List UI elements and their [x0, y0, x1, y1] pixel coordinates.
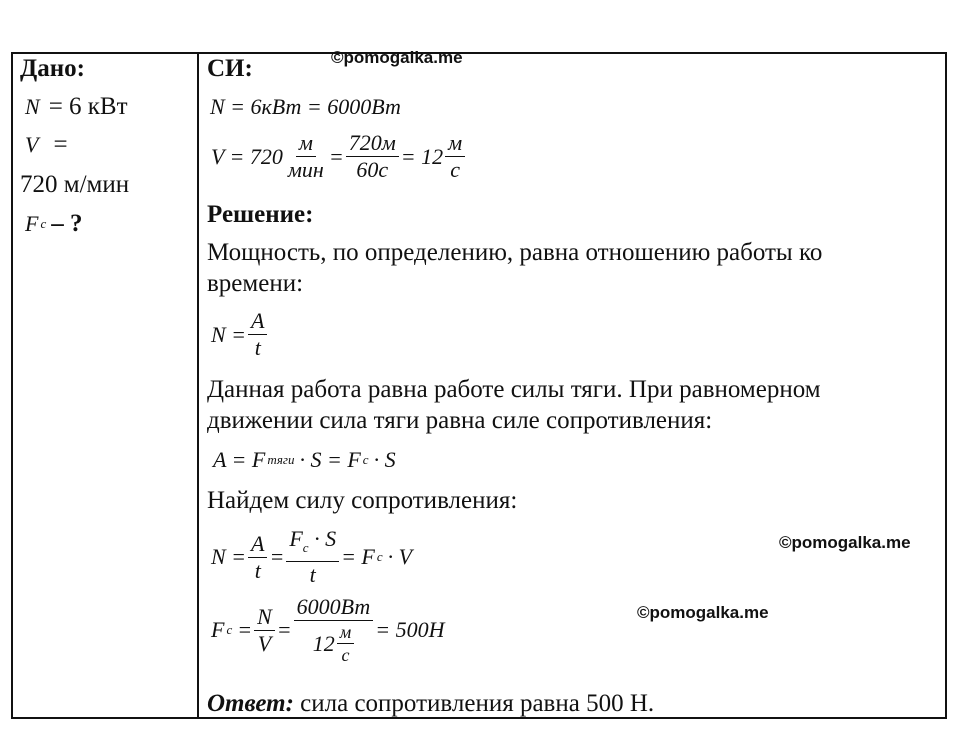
formula-lhs: F [211, 617, 225, 642]
equals-sign: = [237, 617, 253, 642]
si-power-line: N = 6кВт = 6000Вт [210, 94, 401, 119]
numerator-force: F [289, 526, 303, 551]
speed-value: 720 м/мин [20, 171, 130, 198]
fraction-denominator: с [341, 645, 350, 665]
fraction-denominator: мин [287, 157, 324, 182]
power-symbol: N [25, 94, 40, 119]
fraction-6000-12ms [294, 595, 374, 665]
paragraph-1-line-1: Мощность, по определению, равна отношению работы ко [207, 239, 823, 266]
fraction-denominator: t [309, 562, 316, 587]
subscript-c: c [376, 549, 383, 564]
fraction-n-v [254, 605, 275, 656]
si-speed-result: = 12 [400, 143, 444, 169]
numerator-distance: · S [314, 526, 337, 551]
si-speed-line [210, 131, 466, 182]
given-power [24, 92, 129, 122]
formula-lhs: N = [211, 544, 247, 569]
fraction-a-t [248, 309, 267, 360]
speed-eq: = [53, 131, 68, 158]
formula-power [210, 309, 268, 360]
fraction-m-s [445, 131, 465, 182]
answer-label: Ответ: [207, 690, 294, 717]
force-symbol: F [25, 211, 39, 236]
fraction-denominator: t [254, 335, 261, 360]
solution-heading: Решение: [207, 201, 314, 228]
fraction-numerator: 720м [346, 131, 399, 157]
equals-sign: = [276, 617, 292, 642]
subscript-c: c [302, 540, 309, 555]
fraction-numerator: м [296, 131, 316, 157]
si-heading: СИ: [207, 55, 253, 82]
formula-part: · S = F [299, 447, 361, 472]
formula-part: · S [373, 447, 396, 472]
formula-work [212, 447, 397, 473]
formula-resistance [210, 595, 445, 665]
column-divider [197, 52, 199, 719]
subscript-c: c [362, 452, 369, 467]
formula-part: A = F [213, 447, 266, 472]
speed-symbol: V [25, 132, 39, 157]
resistance-result: = 500Н [375, 617, 445, 642]
force-subscript: c [40, 216, 47, 231]
given-speed [24, 130, 69, 160]
formula-part: · V [387, 544, 413, 569]
formula-part: = F [341, 544, 375, 569]
equals-sign: = [269, 544, 285, 569]
fraction-numerator: 6000Вт [294, 595, 374, 621]
paragraph-1-line-2: времени: [207, 270, 304, 297]
watermark-middle: ©pomogalka.me [637, 603, 769, 622]
power-value: = 6 кВт [48, 93, 128, 120]
fraction-denominator: t [254, 557, 261, 583]
force-find: – ? [51, 210, 83, 237]
fraction-denominator: 60с [356, 157, 389, 182]
denominator-number: 12 [312, 630, 335, 656]
fraction-denominator: V [257, 630, 272, 656]
fraction-m-s [337, 622, 355, 665]
fraction-720m-60s [346, 131, 399, 182]
fraction-numerator: м [445, 131, 465, 157]
answer-line [207, 689, 654, 719]
fraction-denominator: с [450, 157, 461, 182]
formula-power-force [210, 527, 413, 587]
watermark-top: ©pomogalka.me [331, 48, 463, 67]
answer-text: сила сопротивления равна 500 Н. [293, 690, 655, 717]
subscript-traction: тяги [267, 452, 295, 467]
si-speed-prefix: V = 720 [211, 143, 283, 169]
fraction-a-t [248, 532, 267, 583]
paragraph-3: Найдем силу сопротивления: [207, 487, 518, 514]
watermark-right: ©pomogalka.me [779, 533, 911, 552]
fraction-numerator: м [337, 622, 355, 644]
fraction-denominator [309, 621, 359, 665]
fraction-fs-t [286, 527, 339, 587]
paragraph-2-line-1: Данная работа равна работе силы тяги. При равномерном [207, 376, 821, 403]
given-heading: Дано: [20, 55, 85, 82]
fraction-numerator: A [248, 309, 267, 335]
fraction-m-min [285, 131, 327, 182]
fraction-numerator: A [248, 532, 267, 558]
equals-sign: = [328, 143, 344, 169]
paragraph-2-line-2: движении сила тяги равна силе сопротивления: [207, 407, 713, 434]
fraction-numerator: N [254, 605, 275, 631]
fraction-numerator [286, 527, 339, 562]
given-unknown [24, 209, 83, 239]
subscript-c: c [226, 622, 233, 637]
formula-lhs: N = [211, 321, 247, 347]
